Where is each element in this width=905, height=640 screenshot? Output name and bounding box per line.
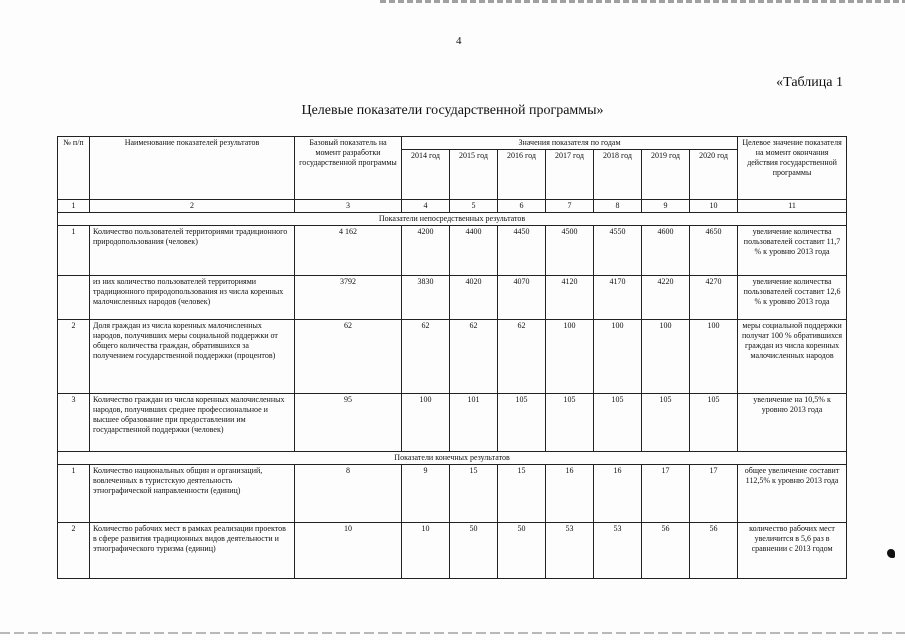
section-header-row [58, 213, 847, 226]
row-value: 17 [642, 465, 690, 523]
row-value: 62 [450, 320, 498, 394]
row-value: 56 [642, 523, 690, 579]
table-row [58, 465, 847, 523]
header-row-top [58, 137, 847, 150]
row-value: 101 [450, 394, 498, 452]
row-name: из них количество пользователей территориями традиционного природопользования из числа коренных малочисленных народов (человек) [90, 276, 295, 320]
row-num: 3 [58, 394, 90, 452]
row-name: Количество граждан из числа коренных малочисленных народов, получивших среднее профессиональное и высшее образование при предоставлении им государственной поддержки (человек) [90, 394, 295, 452]
table-row [58, 276, 847, 320]
column-index: 11 [738, 200, 847, 213]
header-year: 2018 год [594, 150, 642, 200]
row-value: 4020 [450, 276, 498, 320]
row-target: увеличение на 10,5% к уровню 2013 года [738, 394, 847, 452]
row-name: Количество пользователей территориями традиционного природопользования (человек) [90, 226, 295, 276]
row-target: увеличение количества пользователей составит 12,6 % к уровню 2013 года [738, 276, 847, 320]
header-year: 2020 год [690, 150, 738, 200]
row-value: 17 [690, 465, 738, 523]
row-name: Доля граждан из числа коренных малочисленных народов, получивших меры социальной поддержки от общего количества граждан, обратившихся за получением государственной поддержки (процентов) [90, 320, 295, 394]
header-base: Базовый показатель на момент разработки государственной программы [295, 137, 402, 200]
row-value: 9 [402, 465, 450, 523]
header-year: 2014 год [402, 150, 450, 200]
row-base: 10 [295, 523, 402, 579]
row-target: количество рабочих мест увеличится в 5,6 раз в сравнении с 2013 годом [738, 523, 847, 579]
row-value: 10 [402, 523, 450, 579]
row-value: 53 [594, 523, 642, 579]
row-base: 3792 [295, 276, 402, 320]
row-value: 4270 [690, 276, 738, 320]
section-title: Показатели конечных результатов [58, 452, 847, 465]
row-value: 62 [402, 320, 450, 394]
indicators-table [57, 136, 847, 579]
column-index: 9 [642, 200, 690, 213]
row-value: 50 [498, 523, 546, 579]
header-years-group: Значения показателя по годам [402, 137, 738, 150]
section-title: Показатели непосредственных результатов [58, 213, 847, 226]
row-value: 53 [546, 523, 594, 579]
table-row [58, 394, 847, 452]
header-year: 2015 год [450, 150, 498, 200]
row-value: 3830 [402, 276, 450, 320]
table-row [58, 523, 847, 579]
scan-edge-top [380, 0, 905, 3]
table-row [58, 226, 847, 276]
row-value: 15 [498, 465, 546, 523]
row-value: 4650 [690, 226, 738, 276]
row-target: увеличение количества пользователей составит 11,7 % к уровню 2013 года [738, 226, 847, 276]
row-base: 8 [295, 465, 402, 523]
row-value: 4550 [594, 226, 642, 276]
table-reference: «Таблица 1 [776, 75, 843, 90]
row-value: 100 [690, 320, 738, 394]
row-value: 4500 [546, 226, 594, 276]
row-value: 4070 [498, 276, 546, 320]
scan-edge-bottom [0, 632, 905, 634]
row-target: меры социальной поддержки получат 100 % обратившихся граждан из числа коренных малочисленных народов [738, 320, 847, 394]
row-value: 105 [546, 394, 594, 452]
row-name: Количество рабочих мест в рамках реализации проектов в сфере развития традиционных видов деятельности и этнографического туризма (единиц) [90, 523, 295, 579]
row-value: 4600 [642, 226, 690, 276]
column-index: 6 [498, 200, 546, 213]
header-num: № п/п [58, 137, 90, 200]
row-value: 16 [546, 465, 594, 523]
row-value: 4220 [642, 276, 690, 320]
header-year: 2019 год [642, 150, 690, 200]
row-value: 105 [690, 394, 738, 452]
column-index: 7 [546, 200, 594, 213]
row-value: 4120 [546, 276, 594, 320]
header-year: 2017 год [546, 150, 594, 200]
row-value: 100 [402, 394, 450, 452]
row-target: общее увеличение составит 112,5% к уровню 2013 года [738, 465, 847, 523]
header-target: Целевое значение показателя на момент окончания действия государственной программы [738, 137, 847, 200]
row-value: 100 [594, 320, 642, 394]
row-value: 105 [594, 394, 642, 452]
row-num: 2 [58, 320, 90, 394]
row-value: 4450 [498, 226, 546, 276]
column-index-row [58, 200, 847, 213]
header-name: Наименование показателей результатов [90, 137, 295, 200]
header-year: 2016 год [498, 150, 546, 200]
row-value: 50 [450, 523, 498, 579]
row-value: 4200 [402, 226, 450, 276]
page-number: 4 [456, 35, 462, 47]
column-index: 1 [58, 200, 90, 213]
row-value: 15 [450, 465, 498, 523]
column-index: 3 [295, 200, 402, 213]
scan-artifact-dot [887, 549, 895, 558]
row-base: 4 162 [295, 226, 402, 276]
row-value: 105 [498, 394, 546, 452]
row-value: 100 [642, 320, 690, 394]
row-value: 56 [690, 523, 738, 579]
row-num: 1 [58, 465, 90, 523]
document-title: Целевые показатели государственной программы» [301, 103, 604, 118]
row-name: Количество национальных общин и организаций, вовлеченных в туристскую деятельность этнографической направленности (единиц) [90, 465, 295, 523]
row-value: 105 [642, 394, 690, 452]
row-value: 4170 [594, 276, 642, 320]
column-index: 2 [90, 200, 295, 213]
row-base: 95 [295, 394, 402, 452]
column-index: 4 [402, 200, 450, 213]
row-value: 100 [546, 320, 594, 394]
row-value: 4400 [450, 226, 498, 276]
table-row [58, 320, 847, 394]
row-base: 62 [295, 320, 402, 394]
column-index: 5 [450, 200, 498, 213]
row-value: 62 [498, 320, 546, 394]
column-index: 8 [594, 200, 642, 213]
row-value: 16 [594, 465, 642, 523]
column-index: 10 [690, 200, 738, 213]
row-num: 1 [58, 226, 90, 276]
row-num [58, 276, 90, 320]
row-num: 2 [58, 523, 90, 579]
section-header-row [58, 452, 847, 465]
